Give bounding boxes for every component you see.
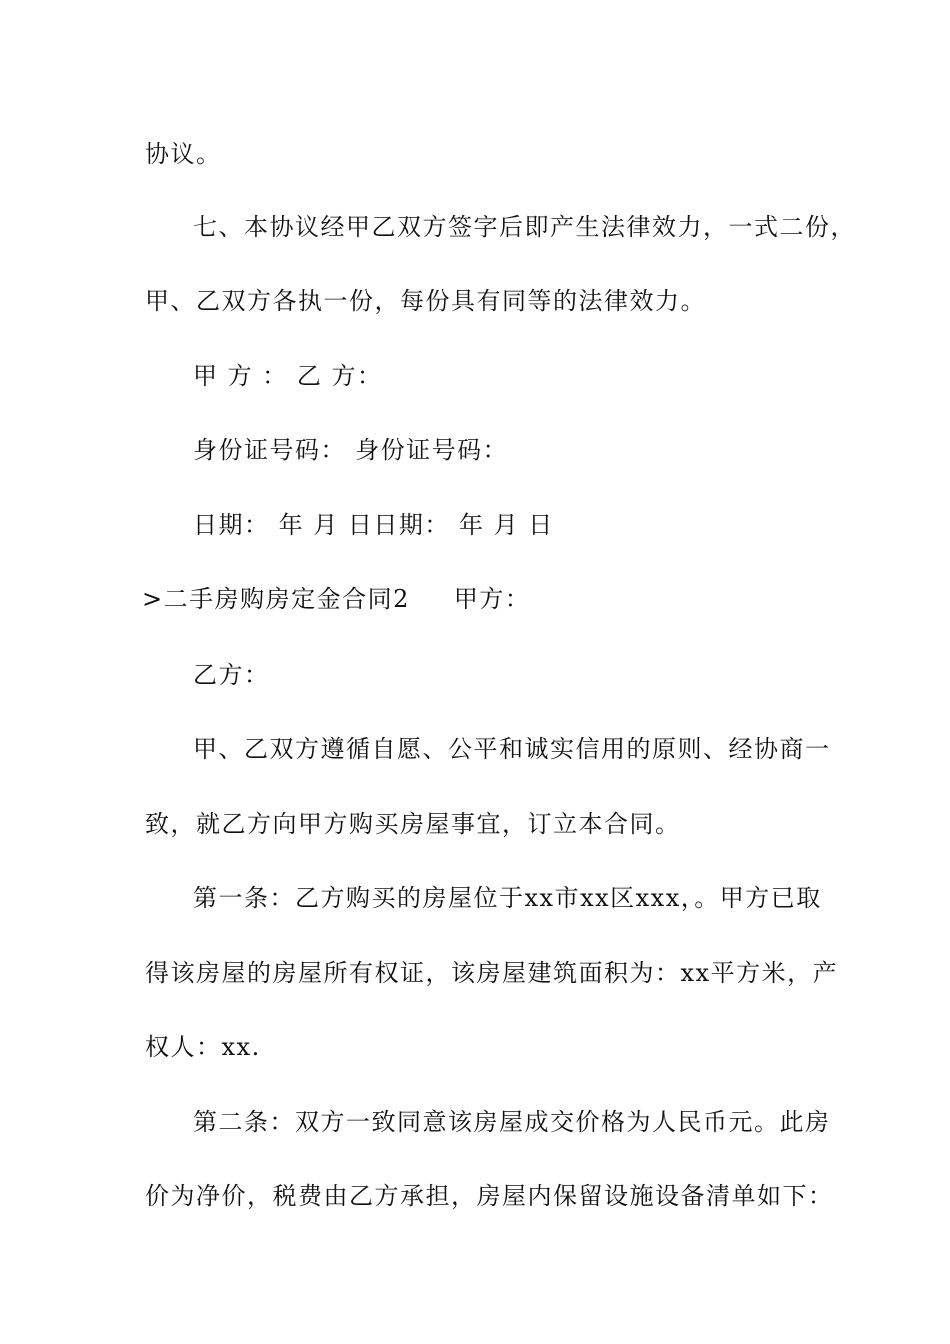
paragraph-line: 甲、乙双方各执一份，每份具有同等的法律效力。 (145, 287, 706, 315)
signature-party-line: 甲 方 ： 乙 方： (193, 362, 383, 390)
paragraph-line: 第一条：乙方购买的房屋位于xx市xx区xxx，。甲方已取 (193, 884, 822, 912)
signature-date-line: 日期： 年 月 日日期： 年 月 日 (193, 511, 554, 539)
section-heading (142, 583, 530, 615)
party-b-line: 乙方： (193, 661, 270, 689)
paragraph-line: 得该房屋的房屋所有权证，该房屋建筑面积为：xx平方米，产 (145, 959, 839, 987)
paragraph-line: 七、本协议经甲乙双方签字后即产生法律效力，一式二份， (193, 213, 856, 241)
section-title: >二手房购房定金合同2 (142, 585, 410, 613)
paragraph-line: 协议。 (145, 140, 222, 168)
paragraph-line: 致，就乙方向甲方购买房屋事宜，订立本合同。 (145, 810, 681, 838)
paragraph-line: 甲、乙双方遵循自愿、公平和诚实信用的原则、经协商一 (193, 735, 831, 763)
paragraph-line: 价为净价，税费由乙方承担，房屋内保留设施设备清单如下： (145, 1182, 834, 1210)
party-a-label: 甲方： (453, 585, 531, 613)
signature-id-line: 身份证号码： 身份证号码： (193, 436, 509, 464)
paragraph-line: 权人：xx. (145, 1033, 261, 1061)
paragraph-line: 第二条：双方一致同意该房屋成交价格为人民币元。此房 (193, 1108, 831, 1136)
